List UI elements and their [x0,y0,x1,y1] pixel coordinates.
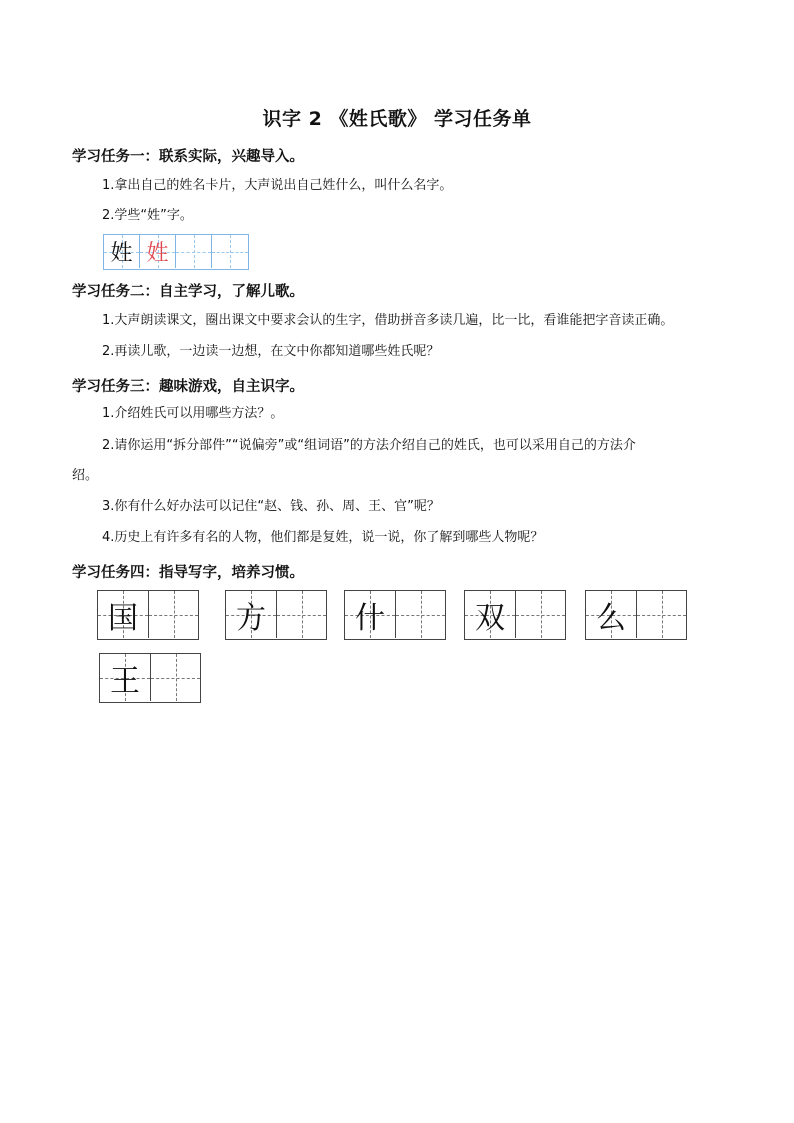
grid-char-trace: 姓 [146,241,169,266]
practice-cell [636,591,686,638]
task2-heading: 学习任务二：自主学习，了解儿歌。 [72,284,304,300]
page-title: 识字 2 《姓氏歌》 学习任务单 [262,108,532,130]
task3-heading: 学习任务三：趣味游戏，自主识字。 [72,379,304,395]
writing-box-shen [344,590,446,640]
practice-cell [150,654,200,701]
grid-cell [212,235,248,268]
model-char: 什 [355,600,385,636]
writing-box-me [585,590,687,640]
writing-box-guo [97,590,199,640]
writing-box-fang [225,590,327,640]
task1-item-1: 1.拿出自己的姓名卡片，大声说出自己姓什么，叫什么名字。 [102,178,453,193]
practice-cell [148,591,198,638]
task3-item-4: 4.历史上有许多有名的人物，他们都是复姓，说一说，你了解到哪些人物呢？ [102,530,544,545]
writing-box-shuang [464,590,566,640]
practice-cell [276,591,326,638]
task2-item-2: 2.再读儿歌，一边读一边想，在文中你都知道哪些姓氏呢？ [102,344,440,359]
task3-item-1: 1.介绍姓氏可以用哪些方法？。 [102,406,284,421]
grid-char-model: 姓 [110,241,133,266]
task3-item-2: 2.请你运用“拆分部件”“说偏旁”或“组词语”的方法介绍自己的姓氏，也可以采用自己的方法介 [102,438,636,453]
model-char: 王 [110,663,140,699]
task4-heading: 学习任务四：指导写字，培养习惯。 [72,565,304,581]
task1-item-2: 2.学些“姓”字。 [102,208,193,223]
task3-item-3: 3.你有什么好办法可以记住“赵、钱、孙、周、王、官”呢？ [102,499,440,514]
practice-cell [395,591,445,638]
writing-box-wang [99,653,201,703]
model-cell [98,591,148,638]
model-cell [100,654,150,701]
xing-character-grid [103,234,249,270]
model-char: 么 [596,600,626,636]
model-cell [226,591,276,638]
model-cell [586,591,636,638]
model-cell [465,591,515,638]
model-char: 方 [236,600,266,636]
grid-cell [176,235,212,268]
model-cell [345,591,395,638]
grid-cell [140,235,176,268]
task1-heading: 学习任务一：联系实际，兴趣导入。 [72,149,304,165]
practice-cell [515,591,565,638]
task2-item-1: 1.大声朗读课文，圈出课文中要求会认的生字，借助拼音多读几遍，比一比，看谁能把字音读正确。 [102,313,674,328]
model-char: 双 [475,600,505,636]
model-char: 国 [108,600,138,636]
grid-cell [104,235,140,268]
task3-item-2-continued: 绍。 [72,468,99,483]
